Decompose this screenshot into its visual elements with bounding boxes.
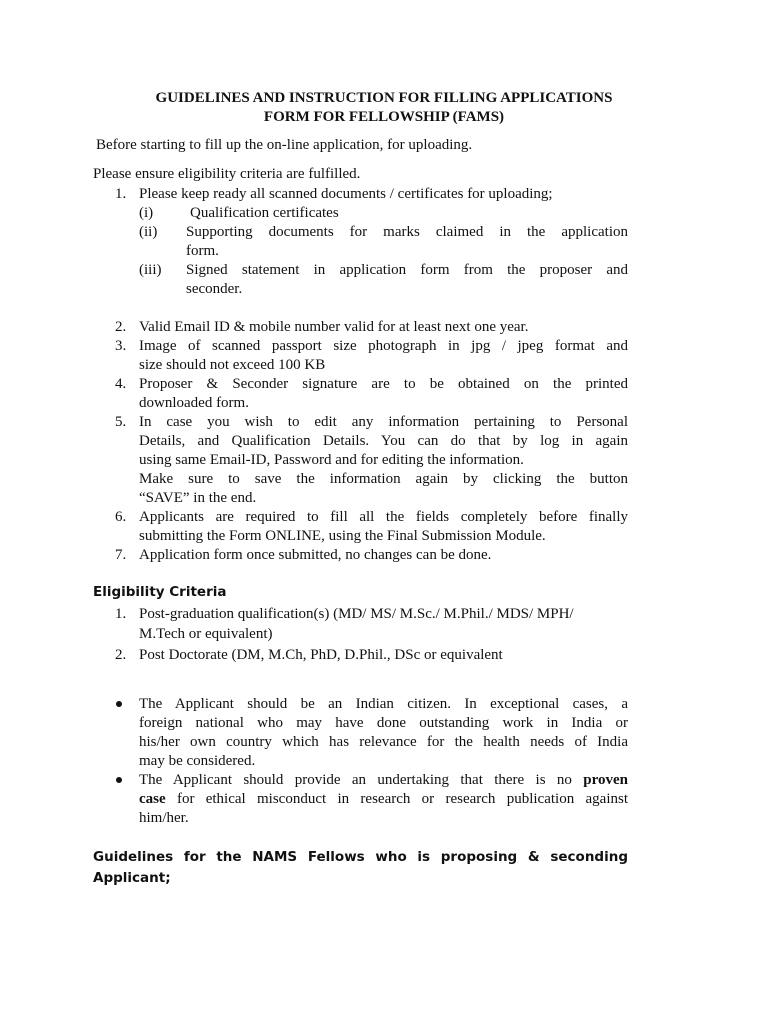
instruction-line: Valid Email ID & mobile number valid for at least next one year. — [139, 319, 529, 335]
eligibility-heading: Eligibility Criteria — [93, 584, 227, 600]
instruction-line: size should not exceed 100 KB — [139, 357, 326, 373]
sub-item-number: (ii) — [139, 224, 158, 240]
sub-item-line: seconder. — [186, 281, 243, 297]
instruction-line: In case you wish to edit any information pertaining to Personal — [139, 414, 628, 430]
sub-item-line: form. — [186, 243, 219, 259]
sub-item-number: (iii) — [139, 262, 162, 278]
instruction-line: Please keep ready all scanned documents / certificates for uploading; — [139, 186, 553, 202]
instruction-line: submitting the Form ONLINE, using the Final Submission Module. — [139, 528, 546, 544]
bullet-line — [139, 790, 628, 808]
eligibility-line: M.Tech or equivalent) — [139, 626, 273, 642]
instruction-line: Image of scanned passport size photograph in jpg / jpeg format and — [139, 338, 628, 354]
bullet-text: for ethical misconduct in research or research publication against — [165, 791, 628, 807]
bullet-line: him/her. — [139, 810, 189, 826]
guidelines-heading: Guidelines for the NAMS Fellows who is proposing & seconding — [93, 849, 628, 865]
bullet-line: his/her own country which has relevance for the health needs of India — [139, 734, 628, 750]
instruction-number: 7. — [115, 547, 127, 563]
sub-item-number: (i) — [139, 205, 154, 221]
instruction-line: Details, and Qualification Details. You can do that by log in again — [139, 433, 628, 449]
bullet-emphasis: case — [139, 791, 166, 807]
bullet-line: The Applicant should be an Indian citizen. In exceptional cases, a — [139, 696, 628, 712]
document-title-line-2: FORM FOR FELLOWSHIP (FAMS) — [263, 109, 505, 125]
eligibility-line: Post Doctorate (DM, M.Ch, PhD, D.Phil., DSc or equivalent — [139, 647, 503, 663]
sub-item-line: Signed statement in application form from the proposer and — [186, 262, 628, 278]
eligibility-line: Post-graduation qualification(s) (MD/ MS/ M.Sc./ M.Phil./ MDS/ MPH/ — [139, 606, 574, 622]
instruction-number: 6. — [115, 509, 127, 525]
intro-text: Before starting to fill up the on-line application, for uploading. — [96, 137, 473, 153]
instruction-number: 1. — [115, 186, 127, 202]
instruction-number: 5. — [115, 414, 127, 430]
bullet-line: foreign national who may have done outstanding work in India or — [139, 715, 628, 731]
sub-item-line: Supporting documents for marks claimed in the application — [186, 224, 628, 240]
bullet-icon — [116, 701, 122, 707]
instruction-line: Make sure to save the information again by clicking the button — [139, 471, 628, 487]
eligibility-number: 2. — [115, 647, 127, 663]
instruction-line: using same Email-ID, Password and for editing the information. — [139, 452, 524, 468]
eligibility-number: 1. — [115, 606, 127, 622]
bullet-line: may be considered. — [139, 753, 256, 769]
instruction-number: 3. — [115, 338, 127, 354]
bullet-icon — [116, 777, 122, 783]
bullet-line — [139, 771, 628, 789]
instruction-line: “SAVE” in the end. — [139, 490, 257, 506]
instruction-line: Application form once submitted, no changes can be done. — [139, 547, 492, 563]
instruction-number: 4. — [115, 376, 127, 392]
guidelines-heading: Applicant; — [93, 870, 171, 886]
sub-item-line: Qualification certificates — [190, 205, 339, 221]
instruction-line: Proposer & Seconder signature are to be obtained on the printed — [139, 376, 628, 392]
document-title-line-1: GUIDELINES AND INSTRUCTION FOR FILLING APPLICATIONS — [155, 90, 613, 106]
bullet-emphasis: proven — [583, 772, 628, 788]
bullet-text: The Applicant should provide an undertaking that there is no — [139, 772, 584, 788]
instruction-line: Applicants are required to fill all the fields completely before finally — [139, 509, 628, 525]
ensure-text: Please ensure eligibility criteria are fulfilled. — [93, 166, 361, 182]
instruction-line: downloaded form. — [139, 395, 249, 411]
instruction-number: 2. — [115, 319, 127, 335]
